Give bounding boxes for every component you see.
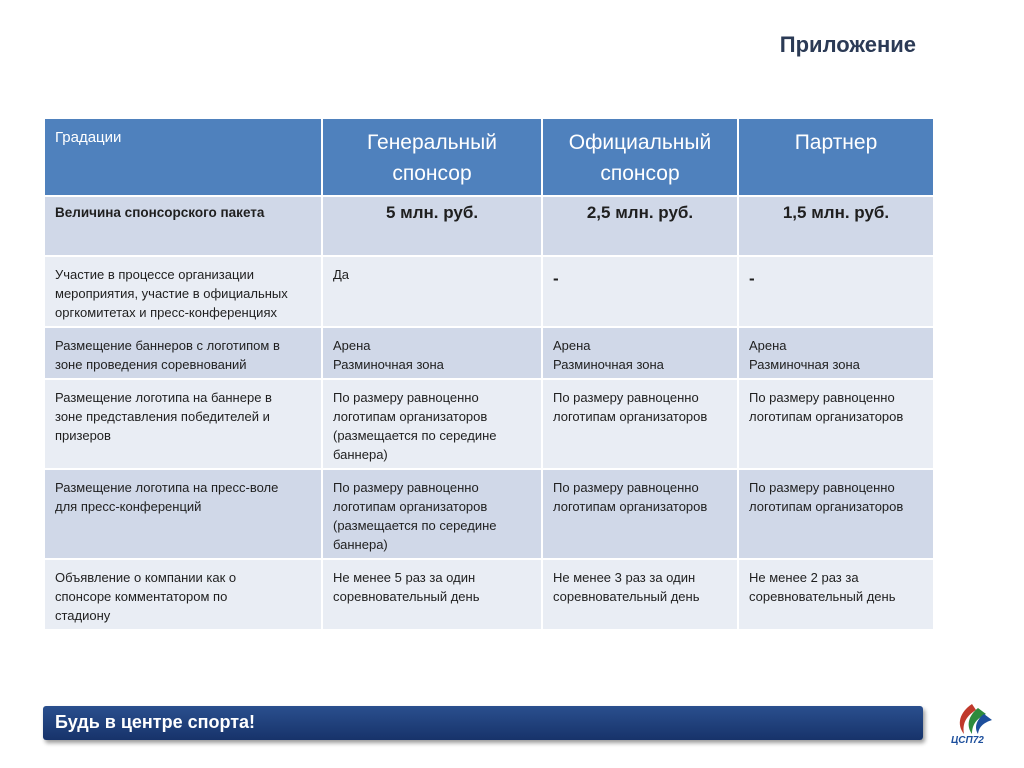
cell-line: стадиону: [55, 608, 111, 623]
cell-general: [323, 560, 541, 629]
table-row: [45, 257, 933, 326]
header-general-sponsor: [323, 119, 541, 195]
cell-partner: [739, 470, 933, 558]
cell-line: призеров: [55, 428, 111, 443]
cell-line: для пресс-конференций: [55, 499, 202, 514]
cell-label: [45, 470, 321, 558]
cell-line: (размещается по середине: [333, 428, 497, 443]
cell-line: Размещение логотипа на баннере в: [55, 390, 272, 405]
cell-official: [543, 328, 737, 378]
header-general-line: Генеральный: [367, 131, 497, 154]
cell-general: [323, 257, 541, 326]
cell-label: [45, 328, 321, 378]
cell-line: -: [553, 269, 559, 288]
cell-line: Не менее 5 раз за один: [333, 570, 476, 585]
cell-line: Арена: [333, 338, 371, 353]
cell-partner: [739, 328, 933, 378]
cell-line: логотипам организаторов: [749, 409, 904, 424]
logo-text: ЦСП72: [951, 735, 984, 746]
cell-line: Не менее 3 раз за один: [553, 570, 696, 585]
cell-line: (размещается по середине: [333, 518, 497, 533]
table-row: [45, 380, 933, 468]
cell-line: По размеру равноценно: [553, 480, 699, 495]
cell-line: Размещение логотипа на пресс-воле: [55, 480, 279, 495]
cell-label: [45, 257, 321, 326]
cell-partner: [739, 560, 933, 629]
cell-line: логотипам организаторов: [333, 499, 488, 514]
cell-label: [45, 380, 321, 468]
cell-partner: [739, 257, 933, 326]
cell-general: [323, 328, 541, 378]
cell-line: По размеру равноценно: [749, 390, 895, 405]
header-official-sponsor: [543, 119, 737, 195]
cell-line: Участие в процессе организации: [55, 267, 254, 282]
table-row: [45, 470, 933, 558]
cell-line: логотипам организаторов: [553, 409, 708, 424]
cell-line: соревновательный день: [749, 589, 896, 604]
cell-official: [543, 380, 737, 468]
cell-line: По размеру равноценно: [333, 390, 479, 405]
package-label: Величина спонсорского пакета: [45, 197, 321, 255]
cell-line: Да: [333, 267, 350, 282]
header-official-line: Официальный: [568, 131, 712, 154]
footer-banner: [43, 706, 923, 740]
cell-line: Арена: [553, 338, 591, 353]
header-partner: Партнер: [739, 119, 933, 195]
header-general-line: спонсор: [392, 162, 472, 185]
cell-general: [323, 380, 541, 468]
cell-line: По размеру равноценно: [749, 480, 895, 495]
cell-line: соревновательный день: [333, 589, 480, 604]
cell-line: баннера): [333, 447, 388, 462]
cell-line: Объявление о компании как о: [55, 570, 237, 585]
package-partner: 1,5 млн. руб.: [739, 197, 933, 255]
cell-line: оргкомитетах и пресс-конференциях: [55, 305, 277, 320]
header-official-line: спонсор: [600, 162, 680, 185]
sponsorship-table: [43, 117, 935, 631]
cell-official: [543, 560, 737, 629]
cell-line: По размеру равноценно: [333, 480, 479, 495]
table-header-row: [45, 119, 933, 195]
cell-line: баннера): [333, 537, 388, 552]
package-official: 2,5 млн. руб.: [543, 197, 737, 255]
table-row: [45, 328, 933, 378]
cell-line: По размеру равноценно: [553, 390, 699, 405]
slide-title: Приложение: [779, 32, 916, 57]
cell-line: логотипам организаторов: [749, 499, 904, 514]
cell-line: спонсоре комментатором по: [55, 589, 228, 604]
cell-line: логотипам организаторов: [553, 499, 708, 514]
cell-label: [45, 560, 321, 629]
header-gradations: Градации: [45, 119, 321, 195]
cell-line: зоне представления победителей и: [55, 409, 270, 424]
cell-line: Размещение баннеров с логотипом в: [55, 338, 280, 353]
cell-line: Разминочная зона: [553, 357, 664, 372]
cell-line: Разминочная зона: [333, 357, 444, 372]
cell-official: [543, 257, 737, 326]
cell-line: Разминочная зона: [749, 357, 860, 372]
package-general: 5 млн. руб.: [323, 197, 541, 255]
cell-general: [323, 470, 541, 558]
cell-line: мероприятия, участие в официальных: [55, 286, 288, 301]
cell-line: логотипам организаторов: [333, 409, 488, 424]
cell-line: Арена: [749, 338, 787, 353]
table-row: [45, 560, 933, 629]
cell-official: [543, 470, 737, 558]
footer-slogan: Будь в центре спорта!: [55, 712, 256, 732]
table-row-package: [45, 197, 933, 255]
cell-line: соревновательный день: [553, 589, 700, 604]
cell-line: -: [749, 269, 755, 288]
cell-line: Не менее 2 раз за: [749, 570, 859, 585]
cell-line: зоне проведения соревнований: [55, 357, 247, 372]
cell-partner: [739, 380, 933, 468]
